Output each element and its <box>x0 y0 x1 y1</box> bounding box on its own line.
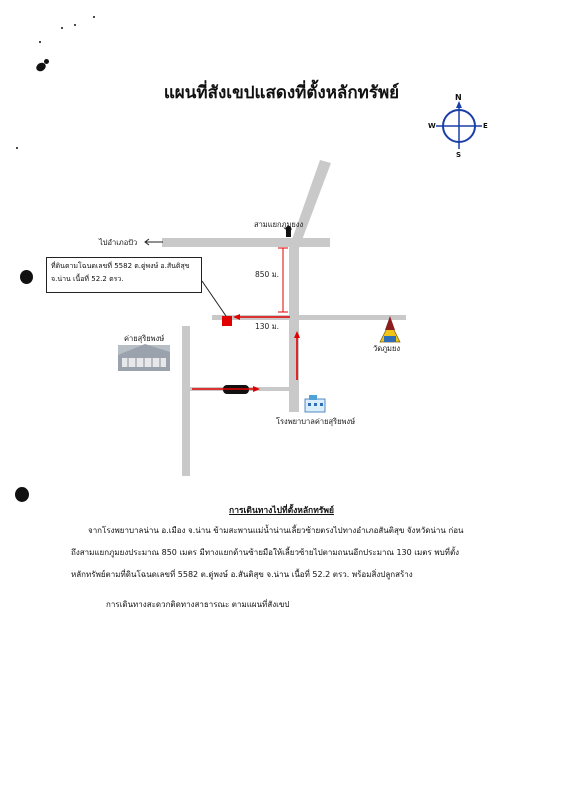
road-main-north <box>289 160 331 248</box>
arrow-left-icon <box>145 239 163 245</box>
compass-rose <box>436 101 482 149</box>
page-title: แผนที่สังเขปแสดงที่ตั้งหลักทรัพย์ <box>163 83 400 103</box>
hospital-label: โรงพยาบาลค่ายสุริยพงษ์ <box>276 417 356 426</box>
road-top-horizontal <box>162 238 330 247</box>
parcel-leader-line <box>202 281 226 316</box>
route <box>192 314 300 392</box>
compass-s-label: S <box>456 151 462 159</box>
compass-w-label: W <box>428 122 436 130</box>
directions-heading: การเดินทางไปที่ตั้งหลักทรัพย์ <box>229 506 334 516</box>
directions-line-2: ถึงสามแยกภูมยงประมาณ 850 เมตร มีทางแยกด้านซ้ายมือให้เลี้ยวซ้ายไปตามถนนอีกประมาณ 130 เมตร พบที่ตั้ง <box>71 548 460 557</box>
distance-130-label: 130 ม. <box>255 322 280 331</box>
directions-line-4: การเดินทางสะดวกติดทางสาธารณะ ตามแผนที่สังเขป <box>106 600 290 609</box>
road-main-vertical <box>289 248 299 412</box>
distance-850-label: 850 ม. <box>255 270 280 279</box>
roads <box>162 160 406 476</box>
road-left-vertical <box>182 326 190 476</box>
parcel-info-line2: จ.น่าน เนื้อที่ 52.2 ตรว. <box>51 275 124 283</box>
camp-label: ค่ายสุริยพงษ์ <box>124 334 165 343</box>
intersection-label: สามแยกภูมยงง <box>254 220 304 229</box>
parcel-info-box <box>46 257 202 293</box>
compass-n-label: N <box>455 93 462 102</box>
parcel-info-line1: ที่ดินตามโฉนดเลขที่ 5582 ต.ดู่พงษ์ อ.สันติสุข <box>51 262 190 270</box>
to-district-label: ไปอำเภอปัว <box>99 238 138 247</box>
directions-line-1: จากโรงพยาบาลน่าน อ.เมือง จ.น่าน ข้ามสะพานแม่น้ำน่านเลี้ยวซ้ายตรงไปทางอำเภอสันติสุข จังหวัดน่าน ก่อน <box>88 526 464 535</box>
distance-bracket-850 <box>278 248 288 312</box>
temple-label: วัดภูมยง <box>373 344 401 353</box>
parcel-marker <box>222 316 232 326</box>
directions-line-3: หลักทรัพย์ตามที่ดินโฉนดเลขที่ 5582 ต.ดู่พงษ์ อ.สันติสุข จ.น่าน เนื้อที่ 52.2 ตรว. พร้อมสิ่งปลูกสร้าง <box>71 570 413 579</box>
camp-building-image <box>118 344 170 371</box>
hospital-icon <box>305 395 325 412</box>
compass-e-label: E <box>483 122 488 130</box>
